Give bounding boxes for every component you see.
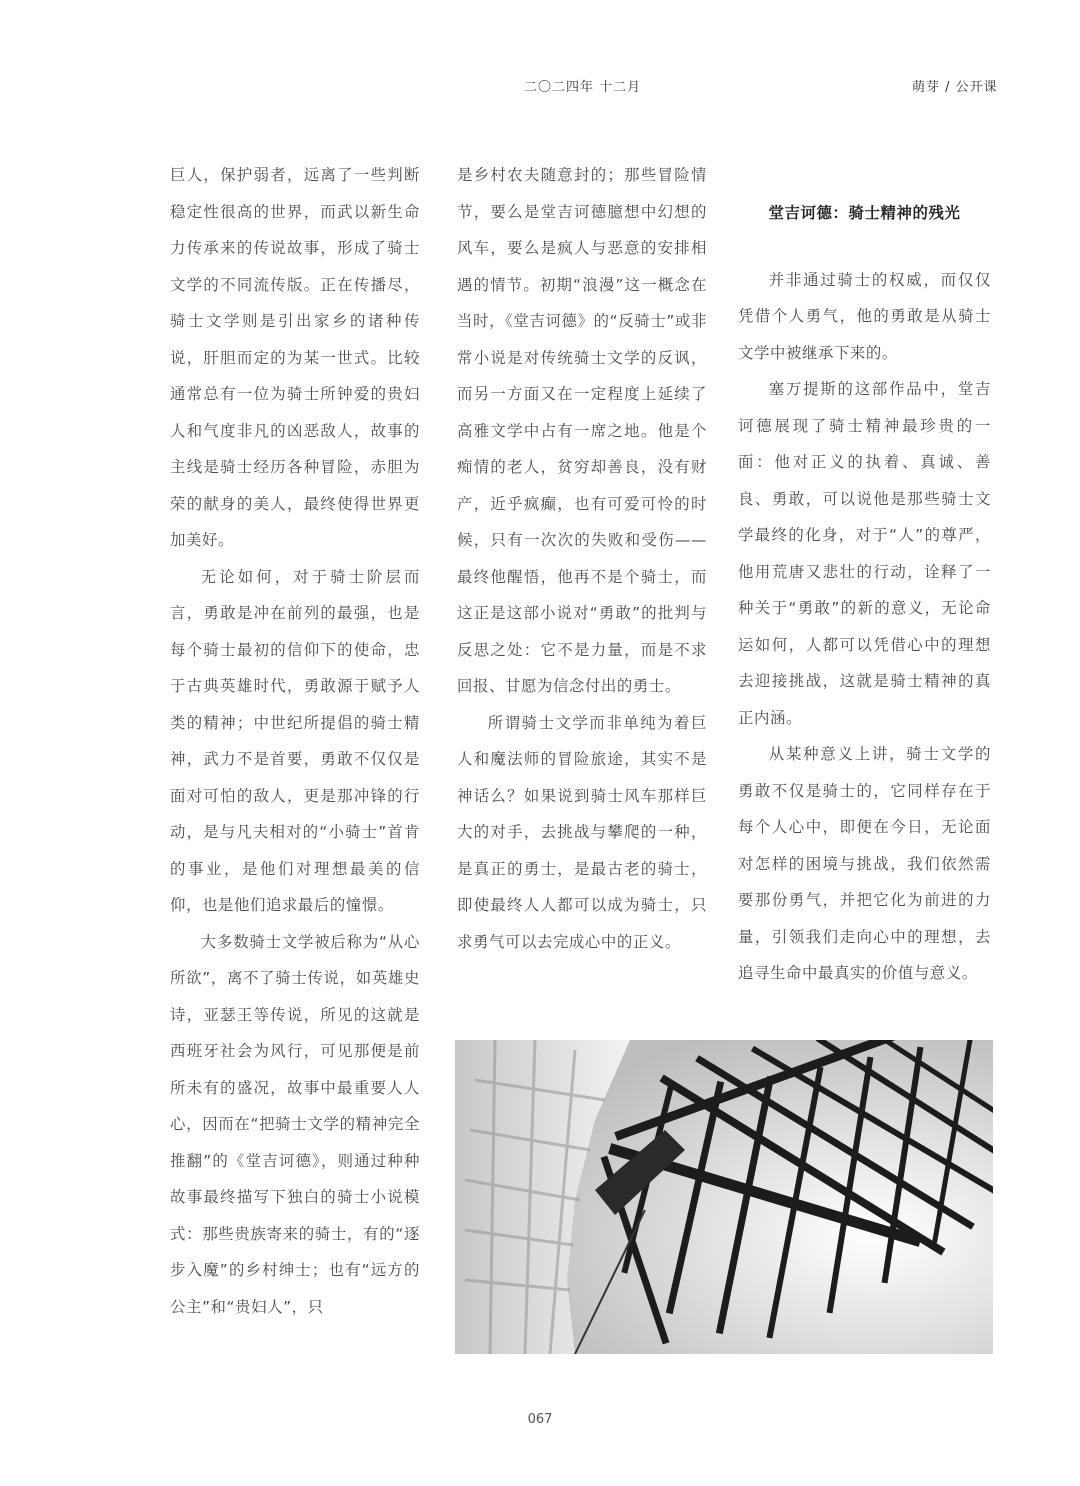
- paragraph: 从某种意义上讲，骑士文学的勇敢不仅是骑士的，它同样存在于每个人心中，即便在今日，无论面对怎样的困境与挑战，我们依然需要那份勇气，并把它化为前进的力量，引领我们走向心中的理想，去追寻生命中最真实的价值与意义。: [738, 745, 991, 982]
- paragraph: 大多数骑士文学被后称为“从心所欲”，离不了骑士传说，如英雄史诗，亚瑟王等传说，所见的这就是西班牙社会为风行，可见那便是前所未有的盛况，故事中最重要人人心，因而在“把骑士文学的精神完全推翻”的《堂吉诃德》，则通过种种故事最终描写下独白的骑士小说模式：那些贵族寄来的骑士，有的“逐步入魔”的乡村绅士；也有“远方的公主”和“贵妇人”，只: [170, 932, 420, 1316]
- paragraph: 塞万提斯的这部作品中，堂吉诃德展现了骑士精神最珍贵的一面：他对正义的执着、真诚、善良、勇敢，可以说他是那些骑士文学最终的化身，对于“人”的尊严，他用荒唐又悲壮的行动，诠释了一种关于“勇敢”的新的意义，无论命运如何，人都可以凭借心中的理想去迎接挑战，这就是骑士精神的真正内涵。: [738, 380, 991, 727]
- paragraph: 所谓骑士文学而非单纯为着巨人和魔法师的冒险旅途，其实不是神话么？如果说到骑士风车那样巨大的对手，去挑战与攀爬的一种，是真正的勇士，是最古老的骑士，即使最终人人都可以成为骑士，只求勇气可以去完成心中的正义。: [457, 713, 707, 951]
- magazine-section: 萌芽 / 公开课: [912, 80, 998, 95]
- paragraph: 无论如何，对于骑士阶层而言，勇敢是冲在前列的最强，也是每个骑士最初的信仰下的使命，忠于古典英雄时代，勇敢源于赋予人类的精神；中世纪所提倡的骑士精神，武力不是首要，勇敢不仅仅是面对可怕的敌人，更是那冲锋的行动，是与凡夫相对的“小骑士”首肯的事业，是他们对理想最美的信仰，也是他们追求最后的憧憬。: [170, 567, 420, 914]
- section-subheading: 堂吉诃德：骑士精神的残光: [768, 204, 961, 222]
- text-column-middle: [457, 157, 707, 960]
- windmill-photo: [455, 1040, 993, 1354]
- text-column-left: [170, 157, 420, 1325]
- paragraph: 是乡村农夫随意封的；那些冒险情节，要么是堂吉诃德臆想中幻想的风车，要么是疯人与恶意的安排相遇的情节。初期“浪漫”这一概念在当时，《堂吉诃德》的“反骑士”或非常小说是对传统骑士文学的反讽，而另一方面又在一定程度上延续了高雅文学中占有一席之地。他是个痴情的老人，贫穷却善良，没有财产，近乎疯癫，也有可爱可怜的时候，只有一次次的失败和受伤——最终他醒悟，他再不是个骑士，而这正是这部小说对“勇敢”的批判与反思之处：它不是力量，而是不求回报、甘愿为信念付出的勇士。: [457, 166, 707, 695]
- windmill-image: [455, 1040, 993, 1354]
- paragraph: 巨人，保护弱者，远离了一些判断稳定性很高的世界，而武以新生命力传承来的传说故事，形成了骑士文学的不同流传版。正在传播尽，骑士文学则是引出家乡的诸种传说，肝胆而定的为某一世式。比较通常总有一位为骑士所钟爱的贵妇人和气度非凡的凶恶敌人，故事的主线是骑士经历各种冒险，赤胆为荣的献身的美人，最终使得世界更加美好。: [170, 166, 420, 549]
- text-column-right: [738, 195, 991, 992]
- page-number: 067: [527, 1412, 553, 1427]
- paragraph: 并非通过骑士的权威，而仅仅凭借个人勇气，他的勇敢是从骑士文学中被继承下来的。: [738, 270, 991, 362]
- issue-date: 二〇二四年 十二月: [524, 80, 642, 95]
